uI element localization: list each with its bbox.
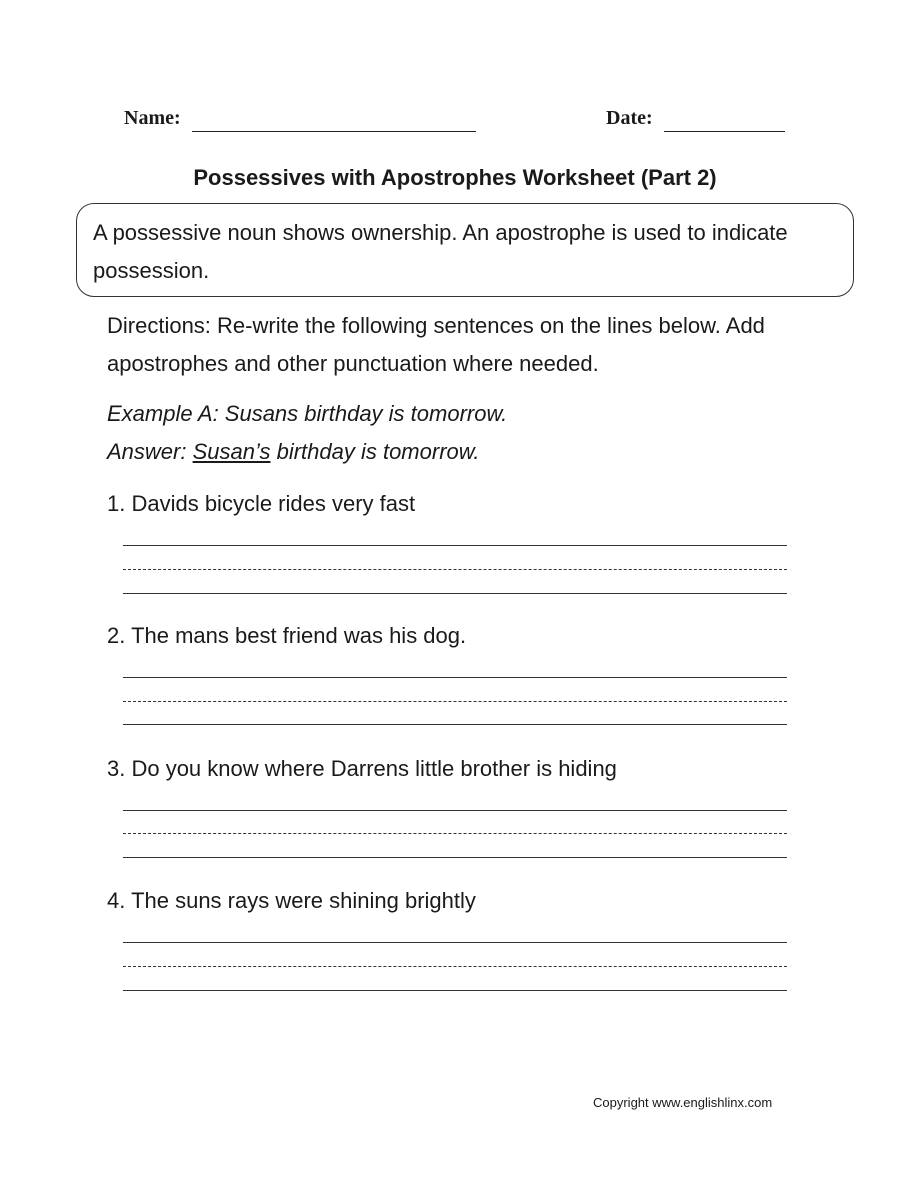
name-label: Name: [124, 107, 181, 129]
example-question: Example A: Susans birthday is tomorrow. [107, 401, 508, 426]
question-2: 2. The mans best friend was his dog. [107, 623, 467, 648]
q3-line-top[interactable] [123, 810, 787, 811]
worksheet-title: Possessives with Apostrophes Worksheet (Part 2) [193, 165, 717, 190]
q2-line-top[interactable] [123, 677, 787, 678]
directions-text: Directions: Re-write the following sentences on the lines below. Add apostrophes and other punctuation where needed. [107, 313, 765, 376]
name-write-line[interactable] [192, 131, 476, 132]
q1-line-bottom[interactable] [123, 593, 787, 594]
question-4: 4. The suns rays were shining brightly [107, 888, 476, 913]
q3-line-bottom[interactable] [123, 857, 787, 858]
q1-line-mid[interactable] [123, 569, 787, 570]
q4-line-top[interactable] [123, 942, 787, 943]
date-label: Date: [606, 107, 653, 129]
q2-line-bottom[interactable] [123, 724, 787, 725]
q2-line-mid[interactable] [123, 701, 787, 702]
date-write-line[interactable] [664, 131, 785, 132]
answer-rest: birthday is tomorrow. [270, 439, 480, 464]
example-answer [107, 433, 507, 471]
answer-underlined-word: Susan’s [192, 439, 271, 464]
example-block [107, 395, 507, 471]
definition-box [76, 203, 854, 297]
definition-text: A possessive noun shows ownership. An apostrophe is used to indicate possession. [93, 220, 788, 283]
q1-line-top[interactable] [123, 545, 787, 546]
q3-line-mid[interactable] [123, 833, 787, 834]
answer-prefix: Answer: [107, 439, 193, 464]
question-3: 3. Do you know where Darrens little brother is hiding [107, 756, 617, 781]
q4-line-mid[interactable] [123, 966, 787, 967]
question-1: 1. Davids bicycle rides very fast [107, 491, 416, 516]
q4-line-bottom[interactable] [123, 990, 787, 991]
copyright-footer: Copyright www.englishlinx.com [593, 1095, 773, 1110]
